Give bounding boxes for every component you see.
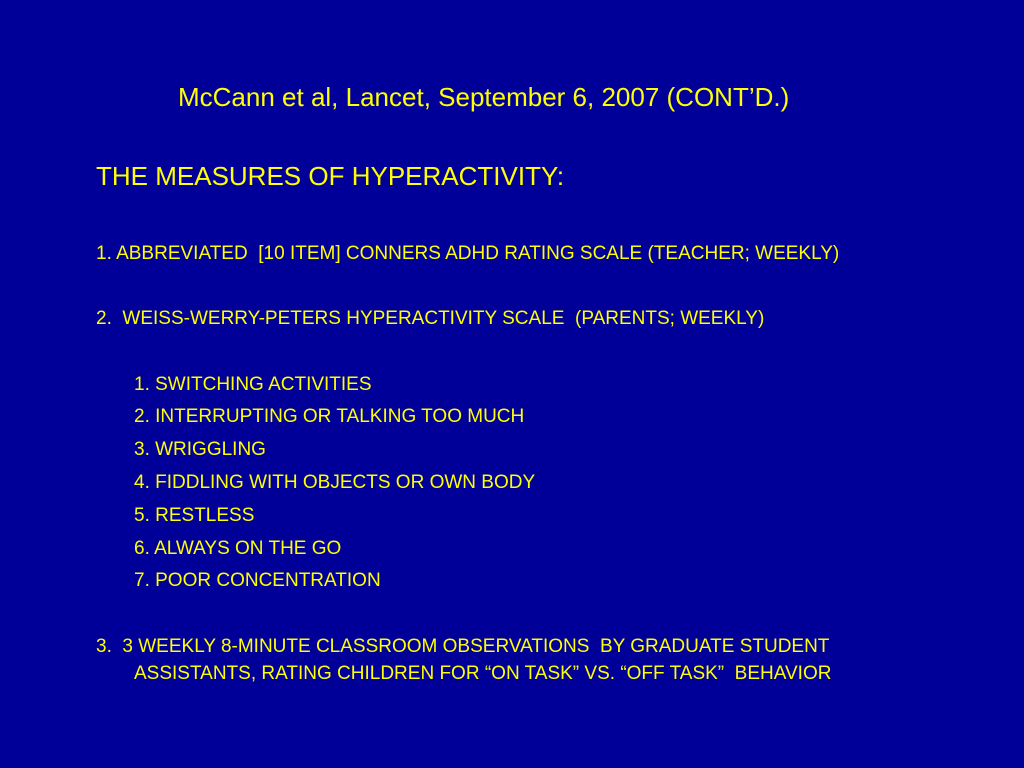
subitem-poor-concentration: 7. POOR CONCENTRATION [134,570,381,591]
measure-1-text: 1. ABBREVIATED [10 ITEM] CONNERS ADHD RATING SCALE (TEACHER; WEEKLY) [96,243,840,264]
subitem-wriggling: 3. WRIGGLING [134,439,266,460]
section-heading: THE MEASURES OF HYPERACTIVITY: [96,161,565,191]
subitem-interrupting: 2. INTERRUPTING OR TALKING TOO MUCH [134,406,525,427]
subitem-always-on-the-go: 6. ALWAYS ON THE GO [134,538,342,559]
measure-3-text-line2: ASSISTANTS, RATING CHILDREN FOR “ON TASK” VS. “OFF TASK” BEHAVIOR [134,663,832,684]
measure-2-text: 2. WEISS-WERRY-PETERS HYPERACTIVITY SCALE (PARENTS; WEEKLY) [96,308,765,329]
subitem-fiddling: 4. FIDDLING WITH OBJECTS OR OWN BODY [134,472,536,493]
measure-3-text-line1: 3. 3 WEEKLY 8-MINUTE CLASSROOM OBSERVATIONS BY GRADUATE STUDENT [96,636,830,657]
subitem-restless: 5. RESTLESS [134,505,255,526]
slide-title: McCann et al, Lancet, September 6, 2007 (CONT’D.) [178,82,790,112]
subitem-switching-activities: 1. SWITCHING ACTIVITIES [134,374,372,395]
